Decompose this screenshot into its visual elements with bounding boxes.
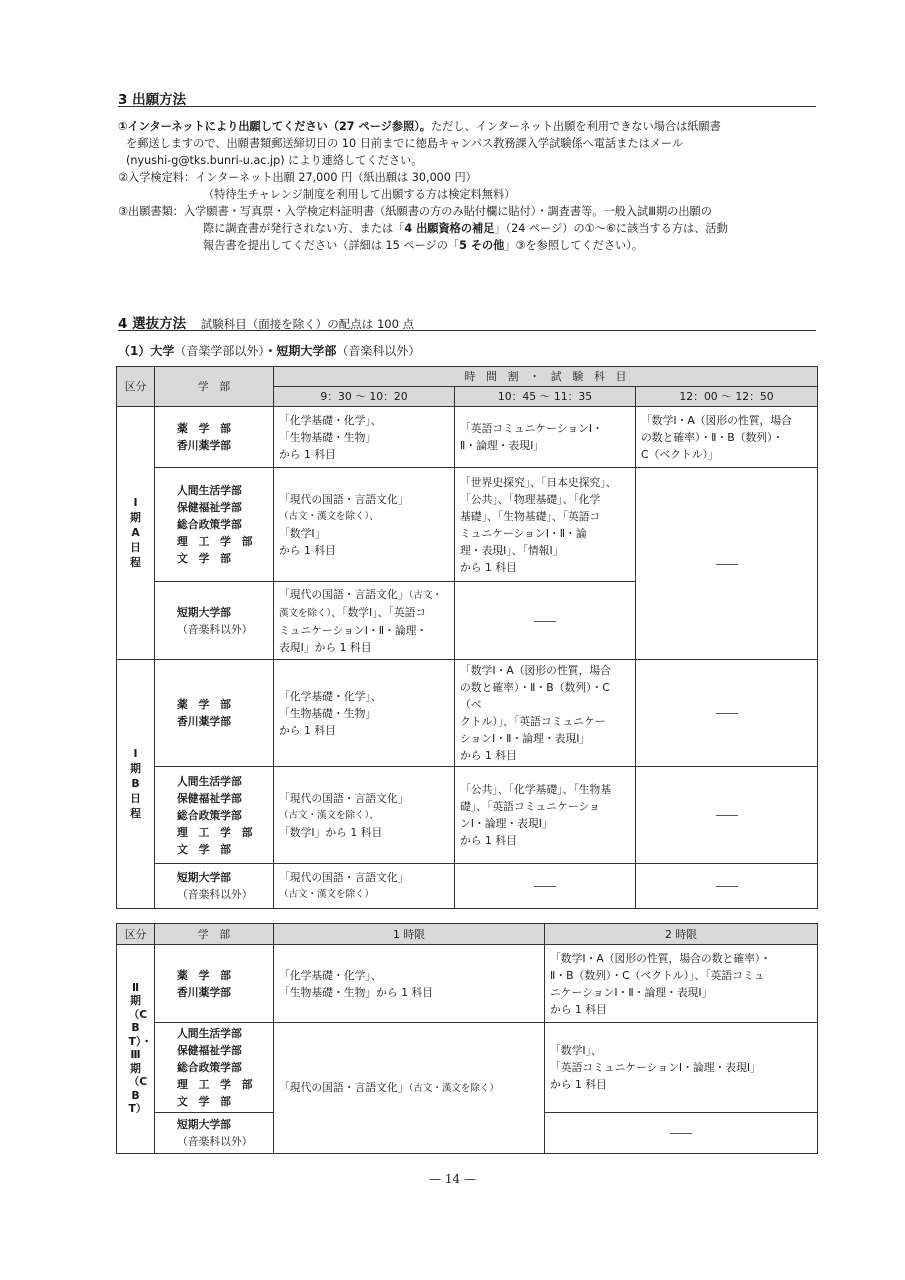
dept-yaku-b bbox=[155, 660, 274, 767]
dash-mark bbox=[716, 564, 738, 565]
item-3-line-3 bbox=[118, 237, 818, 254]
item-3-text-b: 」（24 ページ）の①～⑥に該当する方は、活動 bbox=[494, 222, 728, 235]
header-time-1: 9：30 〜 10：20 bbox=[274, 387, 455, 407]
cell-line: 理・表現Ⅰ」、「情報Ⅰ」 bbox=[460, 543, 564, 557]
dept-note: （音楽科以外） bbox=[177, 1135, 253, 1148]
cell-line: ションⅠ・Ⅱ・論理・表現Ⅰ」 bbox=[460, 732, 591, 745]
cell-a-yaku-t3 bbox=[636, 407, 818, 468]
page-number: — 14 — bbox=[429, 1172, 476, 1186]
cell-c-multi-p1 bbox=[274, 1023, 545, 1154]
dept-label: 短期大学部 bbox=[177, 605, 231, 619]
cell-a-yaku-t2 bbox=[455, 407, 636, 468]
item-3-line-2 bbox=[118, 220, 818, 237]
item-1-emphasis: ①インターネットにより出願してください（27 ページ参照）。 bbox=[118, 120, 431, 133]
cell-line: ミュニケーションⅠ・Ⅱ・論 bbox=[460, 526, 587, 540]
header-gakubu: 学 部 bbox=[155, 367, 274, 407]
item-1-line-1 bbox=[118, 118, 818, 135]
dept-label: 保健福祉学部 bbox=[177, 1044, 242, 1057]
cell-line: Ⅱ・B（数列）・C（ベクトル）」、「英語コミュ bbox=[550, 968, 765, 982]
cell-line: 「現代の国語・言語文化」 bbox=[279, 871, 409, 884]
cell-line: 「数学Ⅰ」、 bbox=[550, 1044, 602, 1057]
dash-mark bbox=[670, 1133, 692, 1134]
cell-line: 「数学Ⅰ・A（図形の性質，場合の数と確率）・ bbox=[550, 951, 772, 965]
kubun-a-label: Ⅰ期A日程 bbox=[130, 496, 141, 569]
header-period-2: 2 時限 bbox=[545, 924, 818, 945]
dept-label: 総合政策学部 bbox=[177, 518, 242, 531]
cell-b-multi-t3-empty bbox=[636, 767, 818, 864]
section-4-header bbox=[118, 312, 414, 332]
section-3-rule bbox=[118, 106, 816, 107]
cell-line: 基礎」、「生物基礎」、「英語コ bbox=[460, 509, 601, 523]
cell-line: 「公共」、「物理基礎」、「化学 bbox=[460, 492, 601, 506]
cell-line: 「現代の国語・言語文化」 bbox=[279, 1081, 409, 1094]
sub-junior: ・短期大学部 bbox=[264, 344, 337, 358]
cell-b-tanki-t1 bbox=[274, 864, 455, 909]
schedule-table-1 bbox=[116, 366, 818, 909]
cell-line: 「世界史探究」、「日本史探究」、 bbox=[460, 475, 617, 489]
cell-a-multi-t1 bbox=[274, 468, 455, 582]
cell-line: 「数学Ⅰ・A（図形の性質，場合 bbox=[641, 413, 792, 427]
cell-line: C（ベクトル）」 bbox=[641, 447, 719, 461]
cell-c-multi-p2 bbox=[545, 1023, 818, 1113]
header-period-1: 1 時限 bbox=[274, 924, 545, 945]
dept-label: 人間生活学部 bbox=[177, 774, 242, 788]
dept-multi-c bbox=[155, 1023, 274, 1113]
cell-a-multi-t3-empty bbox=[636, 468, 818, 660]
section-4-rule bbox=[118, 330, 816, 331]
sub-junior-note: （音楽科以外） bbox=[336, 344, 421, 358]
cell-line: 表現Ⅰ」から 1 科目 bbox=[279, 640, 372, 654]
cell-b-multi-t1 bbox=[274, 767, 455, 864]
sub-univ-note: （音楽学部以外） bbox=[174, 344, 265, 358]
header-time-2: 10：45 〜 11：35 bbox=[455, 387, 636, 407]
cell-line: から 1 科目 bbox=[279, 447, 336, 461]
dept-tanki-c bbox=[155, 1113, 274, 1154]
dept-yaku-a bbox=[155, 407, 274, 468]
cell-a-tanki-t2-empty bbox=[455, 582, 636, 660]
cell-b-yaku-t2 bbox=[455, 660, 636, 767]
dept-label: 理 工 学 部 bbox=[177, 1078, 253, 1091]
cell-b-multi-t2 bbox=[455, 767, 636, 864]
dept-tanki-a bbox=[155, 582, 274, 660]
dept-note: （音楽科以外） bbox=[177, 622, 253, 636]
dept-label: 薬 学 部 bbox=[177, 698, 231, 711]
cell-line: 「数学Ⅰ・A（図形の性質，場合 bbox=[460, 664, 611, 677]
cell-line: 「公共」、「化学基礎」、「生物基 bbox=[460, 783, 612, 796]
item-1-text: ただし、インターネット出願を利用できない場合は紙願書 bbox=[430, 120, 721, 133]
cell-line: クトル）」、「英語コミュニケー bbox=[460, 715, 606, 728]
dept-label: 総合政策学部 bbox=[177, 808, 242, 822]
item-1-line-2: を郵送しますので、出願書類郵送締切日の 10 日前までに徳島キャンパス教務課入学試験係へ電話またはメール bbox=[126, 137, 684, 150]
cell-c-yaku-p1 bbox=[274, 945, 545, 1023]
item-3-ref-5: 5 その他 bbox=[459, 239, 505, 252]
cell-line: ンⅠ・論理・表現Ⅰ」 bbox=[460, 817, 553, 830]
header-kubun: 区分 bbox=[117, 367, 155, 407]
dash-mark bbox=[534, 621, 556, 622]
section-4-subtitle: 試験科目（面接を除く）の配点は 100 点 bbox=[200, 317, 415, 331]
cell-a-tanki-t1 bbox=[274, 582, 455, 660]
dash-mark bbox=[716, 886, 738, 887]
dept-label: 総合政策学部 bbox=[177, 1061, 242, 1074]
cell-line: （古文・漢文を除く） bbox=[279, 889, 375, 900]
section-4-title: 4 選抜方法 bbox=[118, 316, 187, 332]
dept-label: 香川薬学部 bbox=[177, 985, 231, 999]
cell-line: 「英語コミュニケーションⅠ・ bbox=[460, 422, 603, 435]
dept-multi-b bbox=[155, 767, 274, 864]
cell-line: 、「数学Ⅰ」、「英語コ bbox=[331, 605, 427, 619]
cell-line: ニケーションⅠ・Ⅱ・論理・表現Ⅰ」 bbox=[550, 985, 713, 999]
cell-line: 漢文を除く） bbox=[279, 607, 332, 619]
cell-line: Ⅱ・論理・表現Ⅰ」 bbox=[460, 439, 545, 452]
section-3-body bbox=[118, 118, 818, 254]
cell-line: 礎」、「英語コミュニケーショ bbox=[460, 800, 600, 813]
dept-label: 薬 学 部 bbox=[177, 422, 231, 435]
cell-line: 「現代の国語・言語文化」 bbox=[279, 587, 409, 601]
item-2-line-1: ②入学検定料：インターネット出願 27,000 円（紙出願は 30,000 円） bbox=[118, 171, 477, 184]
header-gakubu: 学 部 bbox=[155, 924, 274, 945]
cell-line: の数と確率）・Ⅱ・B（数列）・C（ベ bbox=[460, 681, 610, 711]
header-time-3: 12：00 〜 12：50 bbox=[636, 387, 818, 407]
dept-label: 香川薬学部 bbox=[177, 439, 231, 452]
cell-line: から 1 科目 bbox=[460, 560, 517, 574]
dash-mark bbox=[534, 886, 556, 887]
cell-line: （古文・漢文を除く）、 bbox=[279, 809, 379, 821]
cell-line: 「数学Ⅰ」 bbox=[279, 526, 326, 540]
kubun-b-label: Ⅰ期B日程 bbox=[130, 747, 141, 820]
header-kubun: 区分 bbox=[117, 924, 155, 945]
kubun-b bbox=[117, 660, 155, 909]
cell-b-yaku-t3-empty bbox=[636, 660, 818, 767]
cell-line: から 1 科目 bbox=[279, 723, 336, 737]
cell-b-tanki-t3-empty bbox=[636, 864, 818, 909]
item-3-text-d: 」③を参照してください）。 bbox=[504, 239, 644, 252]
dept-label: 香川薬学部 bbox=[177, 715, 231, 728]
dept-label: 保健福祉学部 bbox=[177, 791, 242, 805]
cell-line: 「現代の国語・言語文化」 bbox=[279, 791, 409, 805]
cell-line: から 1 科目 bbox=[550, 1002, 607, 1016]
cell-line: から 1 科目 bbox=[460, 834, 517, 847]
cell-b-tanki-t2-empty bbox=[455, 864, 636, 909]
cell-line: から 1 科目 bbox=[550, 1078, 607, 1091]
sub-univ: （1）大学 bbox=[118, 344, 175, 358]
kubun-a bbox=[117, 407, 155, 660]
dept-label: 短期大学部 bbox=[177, 1118, 231, 1131]
dept-label: 保健福祉学部 bbox=[177, 501, 242, 514]
dept-note: （音楽科以外） bbox=[177, 888, 253, 901]
cell-line: から 1 科目 bbox=[460, 749, 517, 762]
cell-line: 「化学基礎・化学」、 bbox=[279, 413, 382, 427]
cell-c-tanki-p2-empty bbox=[545, 1113, 818, 1154]
cell-line: 「生物基礎・生物」から 1 科目 bbox=[279, 985, 434, 999]
dash-mark bbox=[716, 713, 738, 714]
item-3-line-1: ③出願書類：入学願書・写真票・入学検定料証明書（紙願書の方のみ貼付欄に貼付）・調査書等。一般入試Ⅲ期の出願の bbox=[118, 205, 712, 218]
cell-a-yaku-t1 bbox=[274, 407, 455, 468]
cell-line: 「数学Ⅰ」から 1 科目 bbox=[279, 825, 383, 839]
cell-a-multi-t2 bbox=[455, 468, 636, 582]
kubun-2-3-label: Ⅱ期（CBT）・Ⅲ期（CBT） bbox=[128, 980, 153, 1116]
cell-line: 「化学基礎・化学」、 bbox=[279, 689, 382, 703]
cell-line: 「現代の国語・言語文化」 bbox=[279, 492, 409, 506]
kubun-2-3 bbox=[117, 945, 155, 1154]
section-3-title: 3 出願方法 bbox=[118, 92, 187, 108]
cell-line: 「英語コミュニケーションⅠ・論理・表現Ⅰ」 bbox=[550, 1061, 761, 1074]
item-1-line-3: (nyushi-g@tks.bunri-u.ac.jp) により連絡してください。 bbox=[126, 154, 423, 167]
cell-line: ミュニケーションⅠ・Ⅱ・論理・ bbox=[279, 623, 428, 637]
dept-label: 理 工 学 部 bbox=[177, 825, 253, 839]
item-3-ref-4: 4 出願資格の補足 bbox=[404, 222, 495, 235]
cell-line: の数と確率）・Ⅱ・B（数列）・ bbox=[641, 430, 784, 444]
schedule-table-2 bbox=[116, 923, 818, 1154]
dash-mark bbox=[716, 815, 738, 816]
dept-label: 文 学 部 bbox=[177, 552, 231, 565]
item-2-line-2: （特待生チャレンジ制度を利用して出願する方は検定料無料） bbox=[203, 188, 516, 201]
cell-b-yaku-t1 bbox=[274, 660, 455, 767]
cell-c-yaku-p2 bbox=[545, 945, 818, 1023]
dept-label: 人間生活学部 bbox=[177, 484, 242, 497]
dept-multi-a bbox=[155, 468, 274, 582]
dept-label: 文 学 部 bbox=[177, 1095, 231, 1108]
cell-line: （古文・ bbox=[408, 589, 442, 601]
cell-line: から 1 科目 bbox=[279, 543, 336, 557]
cell-line: 「生物基礎・生物」 bbox=[279, 706, 377, 720]
dept-yaku-c bbox=[155, 945, 274, 1023]
item-3-text-a: 際に調査書が発行されない方、または「 bbox=[203, 222, 405, 235]
cell-line: 「生物基礎・生物」 bbox=[279, 430, 377, 444]
cell-line: 「化学基礎・化学」、 bbox=[279, 968, 382, 982]
cell-line: （古文・漢文を除く） bbox=[408, 1083, 499, 1094]
dept-tanki-b bbox=[155, 864, 274, 909]
dept-label: 理 工 学 部 bbox=[177, 535, 253, 548]
cell-line: （古文・漢文を除く）、 bbox=[279, 510, 379, 522]
header-schedule: 時 間 割 ・ 試 験 科 目 bbox=[274, 367, 818, 387]
dept-label: 短期大学部 bbox=[177, 871, 231, 884]
dept-label: 文 学 部 bbox=[177, 842, 231, 856]
item-3-text-c: 報告書を提出してください（詳細は 15 ページの「 bbox=[203, 239, 460, 252]
subsection-1-title bbox=[118, 342, 420, 359]
dept-label: 人間生活学部 bbox=[177, 1027, 242, 1040]
dept-label: 薬 学 部 bbox=[177, 968, 231, 982]
